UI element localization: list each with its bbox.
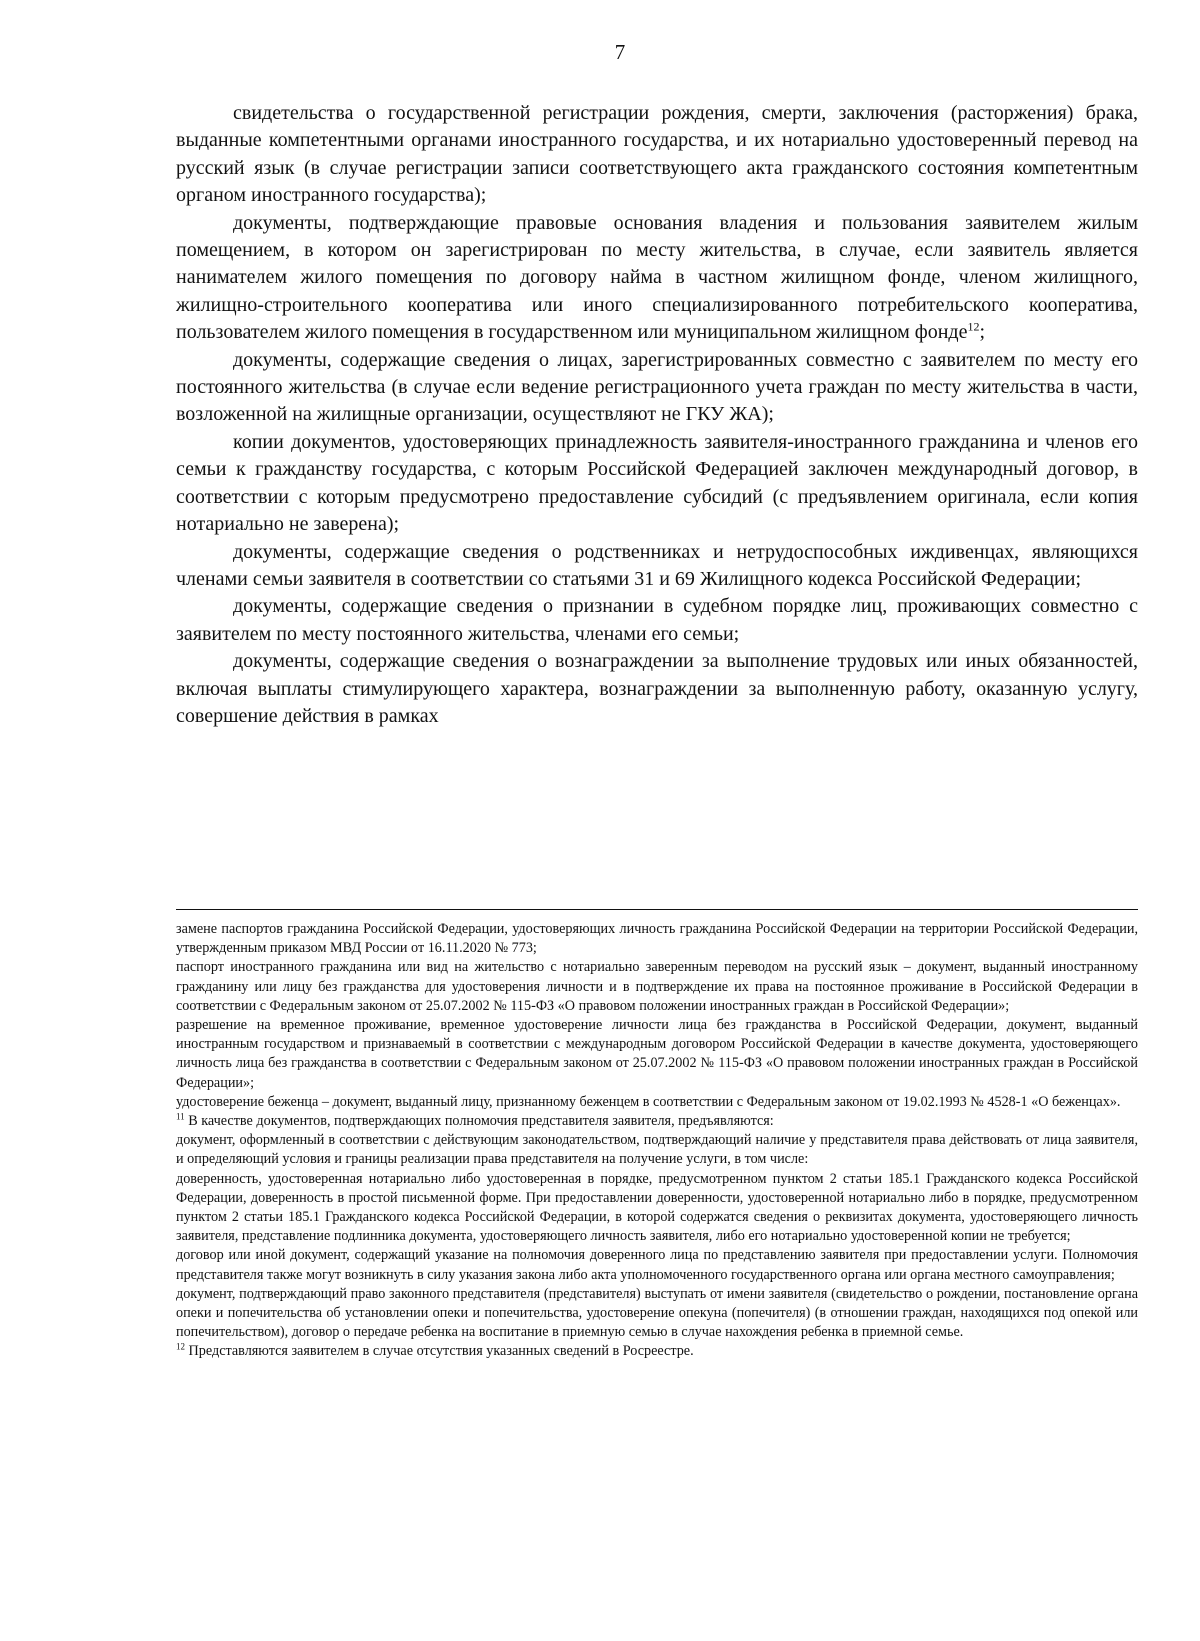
body-paragraph: документы, содержащие сведения о лицах, зарегистрированных совместно с заявителем по месту его постоянного жительства (в случае если ведение регистрационного учета граждан по месту жительства в части, возложенной на жилищные организации, осуществляют не ГКУ ЖА); <box>176 348 1138 426</box>
body-paragraph: документы, содержащие сведения о вознаграждении за выполнение трудовых или иных обязанностей, включая выплаты стимулирующего характера, вознаграждении за выполненную работу, оказанную услугу, совершение действия в рамках <box>176 650 1138 727</box>
footnote-11-intro: В качестве документов, подтверждающих полномочия представителя заявителя, предъявляются: <box>184 1113 774 1130</box>
footnote-11-item: документ, оформленный в соответствии с действующим законодательством, подтверждающий наличие у представителя права действовать от лица заявителя, и определяющий условия и границы реализации права представителя на получение услуги, в том числе: <box>176 1132 1138 1168</box>
page-number: 7 <box>614 40 626 64</box>
footnotes-section <box>176 920 1138 1362</box>
footnote-12-text: Представляются заявителем в случае отсутствия указанных сведений в Росреестре. <box>185 1343 694 1360</box>
body-paragraph-suffix: ; <box>979 321 986 344</box>
footnote-line: паспорт иностранного гражданина или вид на жительство с нотариально заверенным переводом на русский язык – документ, выданный иностранному гражданину или лицу без гражданства для удостоверения личности и в подтверждение их права на постоянное проживание в Российской Федерации в соответствии с Федеральным законом от 25.07.2002 № 115-ФЗ «О правовом положении иностранных граждан в Российской Федерации»; <box>176 959 1138 1014</box>
footnote-11-item: договор или иной документ, содержащий указание на полномочия доверенного лица по представлению заявителя при предоставлении услуги. Полномочия представителя также могут возникнуть в силу указания закона либо акта уполномоченного государственного органа или органа местного самоуправления; <box>176 1247 1138 1283</box>
body-paragraph: копии документов, удостоверяющих принадлежность заявителя-иностранного гражданина и членов его семьи к гражданству государства, с которым Российской Федерацией заключен международный договор, в соответствии с которым предусмотрено предоставление субсидий (с предъявлением оригинала, если копия нотариально не заверена); <box>176 430 1138 536</box>
footnote-line: разрешение на временное проживание, временное удостоверение личности лица без гражданства в Российской Федерации, документ, выданный иностранным государством и признаваемый в соответствии с международным договором Российской Федерации в качестве документа, удостоверяющего личность лица без гражданства в соответствии с Федеральным законом от 25.07.2002 № 115-ФЗ «О правовом положении иностранных граждан в Российской Федерации»; <box>176 1017 1138 1091</box>
main-body-text <box>176 100 1138 730</box>
footnote-reference-12: 12 <box>967 319 980 334</box>
body-paragraph: документы, содержащие сведения о признании в судебном порядке лиц, проживающих совместно с заявителем по месту постоянного жительства, членами его семьи; <box>176 595 1138 645</box>
footnote-11-item: документ, подтверждающий право законного представителя (представителя) выступать от имени заявителя (свидетельство о рождении, постановление органа опеки и попечительства об установлении опеки и попечительства, удостоверение опекуна (попечителя) (в отношении граждан, находящихся под опекой или попечительством), договор о передаче ребенка на воспитание в приемную семью в случае нахождения ребенка в приемной семье. <box>176 1285 1138 1341</box>
footnote-11-marker: 11 <box>176 1111 185 1122</box>
body-paragraph-text: документы, подтверждающие правовые основания владения и пользования заявителем жилым помещением, в котором он зарегистрирован по месту жительства, в случае, если заявитель является нанимателем жилого помещения по договору найма в частном жилищном фонде, членом жилищного, жилищно-строительного кооператива или иного специализированного потребительского кооператива, пользователем жилого помещения в государственном или муниципальном жилищном фонде <box>176 211 1138 344</box>
body-paragraph: свидетельства о государственной регистрации рождения, смерти, заключения (расторжения) брака, выданные компетентными органами иностранного государства, и их нотариально удостоверенный перевод на русский язык (в случае регистрации записи соответствующего акта гражданского состояния компетентным органом иностранного государства); <box>176 102 1138 207</box>
footnote-line: удостоверение беженца – документ, выданный лицу, признанному беженцем в соответствии с Федеральным законом от 19.02.1993 № 4528-1 «О беженцах». <box>176 1093 1121 1110</box>
footnote-divider <box>176 909 1138 910</box>
body-paragraph <box>176 210 1138 347</box>
footnote-11-item: доверенность, удостоверенная нотариально либо удостоверенная в порядке, предусмотренном пунктом 2 статьи 185.1 Гражданского кодекса Российской Федерации, доверенность в простой письменной форме. При предоставлении доверенности, удостоверенной нотариально либо в порядке, предусмотренном пунктом 2 статьи 185.1 Гражданского кодекса Российской Федерации, в которой содержатся сведения о реквизитах документа, удостоверяющего личность заявителя, представление подлинника документа, удостоверяющего личность заявителя, либо его нотариально удостоверенной копии не требуется; <box>176 1170 1138 1245</box>
footnote-line: замене паспортов гражданина Российской Федерации, удостоверяющих личность гражданина Российской Федерации на территории Российской Федерации, утвержденным приказом МВД России от 16.11.2020 № 773; <box>176 921 1138 957</box>
footnote-12 <box>176 1342 1138 1361</box>
body-paragraph: документы, содержащие сведения о родственниках и нетрудоспособных иждивенцах, являющихся членами семьи заявителя в соответствии со статьями 31 и 69 Жилищного кодекса Российской Федерации; <box>176 540 1138 590</box>
footnote-11 <box>176 1112 1138 1131</box>
footnote-12-marker: 12 <box>176 1341 185 1352</box>
